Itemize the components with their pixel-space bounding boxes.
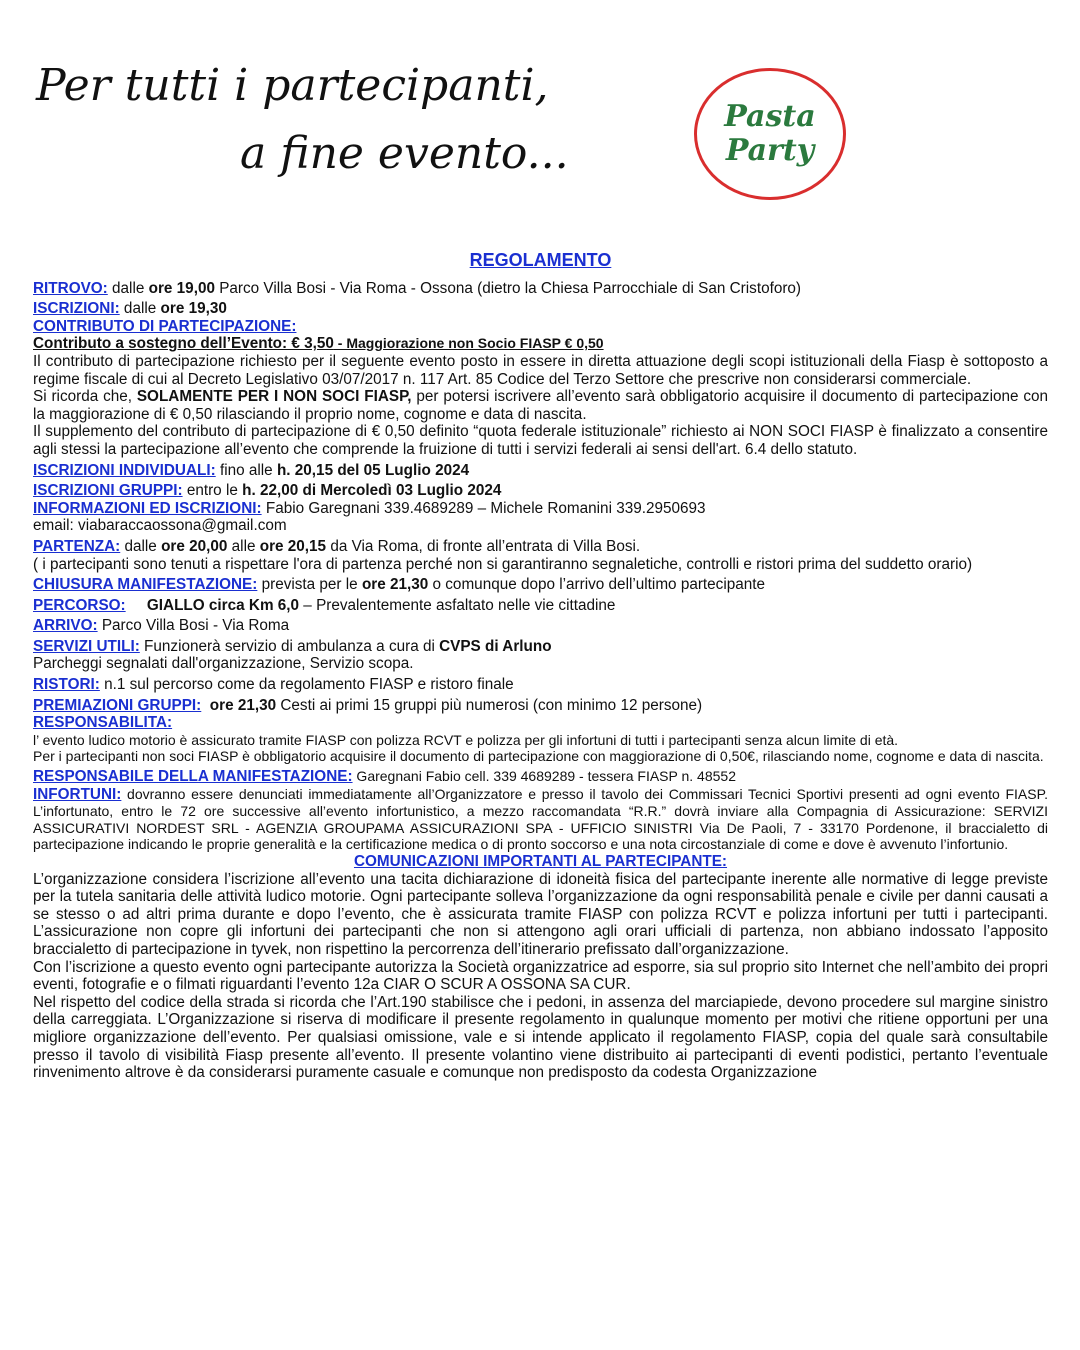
text: Funzionerà servizio di ambulanza a cura di [139,637,440,655]
contributo-paragraph-2 [33,388,1048,423]
section-chiusura [33,576,1048,594]
section-iscrizioni-individuali [33,462,1048,480]
label-comunicazioni: COMUNICAZIONI IMPORTANTI AL PARTECIPANTE: [353,853,728,870]
contributo-amount [33,335,1048,353]
text: per potersi iscrivere all’evento sarà obbligatorio acquisire il documento di partecipazione con la maggiorazione di € 0,50 rilasciando il proprio nome, cognome e data di nascita. [33,388,1049,423]
contributo-main: Contributo a sostegno dell’Evento: € 3,50 [33,335,334,353]
label-servizi: SERVIZI UTILI: [33,637,140,655]
contributo-surcharge: - Maggiorazione non Socio FIASP € 0,50 [333,335,604,352]
text: Parco Villa Bosi - Via Roma - Ossona (dietro la Chiesa Parrocchiale di San Cristoforo) [214,279,802,297]
time: ore 21,30 [209,696,277,714]
section-contributo [33,318,1048,336]
text: – Prevalentemente asfaltato nelle vie cittadine [299,596,616,614]
section-arrivo [33,617,1048,635]
section-ritrovo [33,280,1048,298]
responsabilita-p2: Per i partecipanti non soci FIASP è obbligatorio acquisire il documento di partecipazione con maggiorazione di 0,50€, rilasciando nome, cognome e data di nascita. [33,748,1044,765]
document-title: REGOLAMENTO [469,250,612,270]
text: dalle [119,300,161,318]
label-informazioni: INFORMAZIONI ED ISCRIZIONI: [33,499,262,517]
flyer-header [0,0,1080,250]
label-iscrizioni-individuali: ISCRIZIONI INDIVIDUALI: [33,461,216,479]
label-iscrizioni: ISCRIZIONI: [33,300,120,318]
section-partenza [33,538,1048,556]
document-title-row [33,252,1048,270]
label-chiusura: CHIUSURA MANIFESTAZIONE: [33,576,258,594]
label-percorso: PERCORSO: [33,596,126,614]
section-servizi [33,638,1048,656]
headline-line-2: a fine evento... [240,128,569,179]
logo-word-party: Party [725,133,815,168]
section-responsabile [33,768,1048,786]
logo-word-pasta: Pasta [724,99,816,134]
section-percorso [33,597,1048,615]
label-iscrizioni-gruppi: ISCRIZIONI GRUPPI: [33,482,183,500]
text: Parco Villa Bosi - Via Roma [97,617,290,635]
contributo-paragraph-3: Il supplemento del contributo di partecipazione di € 0,50 definito “quota federale istituzionale” richiesto ai NON SOCI FIASP è finalizzato a consentire agli stessi la partecipazione all’evento che comprende la fruizione di tutti i servizi federali ai sensi dell'art. 6.4 dello statuto. [33,423,1048,458]
headline-line-1: Per tutti i partecipanti, [36,60,549,111]
regolamento-document [33,252,1048,1082]
responsabilita-p1: l’ evento ludico motorio è assicurato tramite FIASP con polizza RCVT e polizza per gli infortuni di tutti i partecipanti senza alcun limite di età. [33,731,899,748]
text: dovranno essere denunciati immediatamente all’Organizzatore e presso il tavolo dei Commissari Tecnici Sportivi presenti ad ogni evento FIASP. L’infortunato, entro le 72 ore successive all’evento infortunistico, a mezzo raccomandata “R.R.” dovrà inviare alla Compagnia di Assicurazione: SERVIZI ASSICURATIVI NORDEST SRL - AGENZIA GROUPAMA ASSICURAZIONI SPA - UFFICIO SINISTRI Via De Paoli, 7 - 33170 Pordenone, il braccialetto di partecipazione indicando le proprie generalità e la certificazione medica o di pronto soccorso e una nota circostanziale di come e dove è avvenuto l’infortunio. [33,785,1048,853]
time: ore 20,00 [161,537,228,555]
section-responsabilita [33,714,1048,732]
section-infortuni [33,786,1048,853]
label-infortuni: INFORTUNI: [33,785,122,803]
time: ore 21,30 [361,576,429,594]
text-bold: SOLAMENTE PER I NON SOCI FIASP, [136,388,412,406]
deadline: h. 20,15 del 05 Luglio 2024 [276,461,470,479]
section-iscrizioni [33,300,1048,318]
text: dalle [107,279,149,297]
route: GIALLO circa Km 6,0 [146,596,300,614]
text: fino alle [215,461,277,479]
text: Si ricorda che, [33,388,137,406]
label-partenza: PARTENZA: [33,537,121,555]
label-ritrovo: RITROVO: [33,279,108,297]
label-contributo: CONTRIBUTO DI PARTECIPAZIONE: [33,317,297,335]
comunicazioni-p3: Nel rispetto del codice della strada si ricorda che l’Art.190 stabilisce che i pedoni, in assenza del marciapiede, devono procedere sul margine sinistro della carreggiata. L’Organizzazione si riserva di modificare il presente regolamento in qualunque momento per motivi che ritiene opportuni per una migliore organizzazione dell’evento. Per qualsiasi omissione, vale e si intende applicato il regolamento FIASP, copia del quale sarà consultabile presso il tavolo di visibilità Fiasp presente all’evento. Il presente volantino viene distribuito ai partecipanti di eventi podistici, pertanto l’eventuale rinvenimento altrove è da considerarsi puramente casuale e comunque non predisposto da codesta Organizzazione [33,993,1048,1082]
time: ore 19,00 [148,279,215,297]
text: Cesti ai primi 15 gruppi più numerosi (con minimo 12 persone) [276,696,703,714]
contacts: Fabio Garegnani 339.4689289 – Michele Romanini 339.2950693 [261,499,706,517]
time: ore 20,15 [259,537,327,555]
section-comunicazioni [33,853,1048,871]
servizi-line-2: Parcheggi segnalati dall'organizzazione, Servizio scopa. [33,655,414,673]
text: entro le [182,482,243,500]
label-premiazioni: PREMIAZIONI GRUPPI: [33,696,202,714]
section-premiazioni [33,697,1048,715]
pasta-party-logo [694,68,846,200]
label-arrivo: ARRIVO: [33,617,98,635]
section-ristori [33,676,1048,694]
partenza-note: ( i partecipanti sono tenuti a rispettare l'ora di partenza perché non si garantiranno segnaletiche, controlli e ristori prima del suddetto orario) [33,555,973,573]
label-responsabilita: RESPONSABILITA: [33,714,173,732]
deadline: h. 22,00 di Mercoledì 03 Luglio 2024 [242,482,502,500]
comunicazioni-p1: L’organizzazione considera l’iscrizione all’evento una tacita dichiarazione di idoneità fisica del partecipante inerente alle normative di legge previste per la tutela sanitaria delle attività ludico motorie. Ogni partecipante solleva l’organizzazione da ogni responsabilità penale e civile per danni causati a se stesso o ad altri prima durante e dopo l’evento, che è assicurata tramite FIASP con polizza RCVT e polizza infortuni per tutti i partecipanti. L’assicurazione non copre gli infortuni dei partecipanti che non si attengono agli orari ufficiali di partenza, non abbiano indossato l’apposito braccialetto di partecipazione in tyvek, non rispettino la percorrenza dell’itinerario prefissato dall’organizzazione. [33,870,1048,958]
text: dalle [120,537,162,555]
time: ore 19,30 [160,300,227,318]
email-line: email: viabaraccaossona@gmail.com [33,517,287,535]
comunicazioni-p2: Con l’iscrizione a questo evento ogni partecipante autorizza la Società organizzatrice ad esporre, sia sul proprio sito Internet che nell’ambito dei propri eventi, fotografie e o filmati riguardanti l’evento 12a CIAR O SCUR A OSSONA SA CUR. [33,958,1048,994]
text: alle [227,537,260,555]
contributo-paragraph-1: Il contributo di partecipazione richiesto per il seguente evento posto in essere in diretta attuazione degli scopi istituzionali della Fiasp è sottoposto a regime fiscale di cui al Decreto Legislativo 03/07/2017 n. 117 Art. 85 Codice del Terzo Settore che prescrive non considerarsi commerciale. [33,352,1048,388]
section-iscrizioni-gruppi [33,482,1048,500]
text: o comunque dopo l’arrivo dell’ultimo partecipante [428,576,766,594]
label-ristori: RISTORI: [33,676,100,694]
text: prevista per le [257,576,362,594]
text: n.1 sul percorso come da regolamento FIASP e ristoro finale [99,676,514,694]
text: Garegnani Fabio cell. 339 4689289 - tessera FIASP n. 48552 [352,768,736,785]
text: da Via Roma, di fronte all’entrata di Villa Bosi. [326,537,641,555]
label-responsabile: RESPONSABILE DELLA MANIFESTAZIONE: [33,768,353,786]
text-bold: CVPS di Arluno [439,637,552,655]
section-informazioni [33,500,1048,518]
